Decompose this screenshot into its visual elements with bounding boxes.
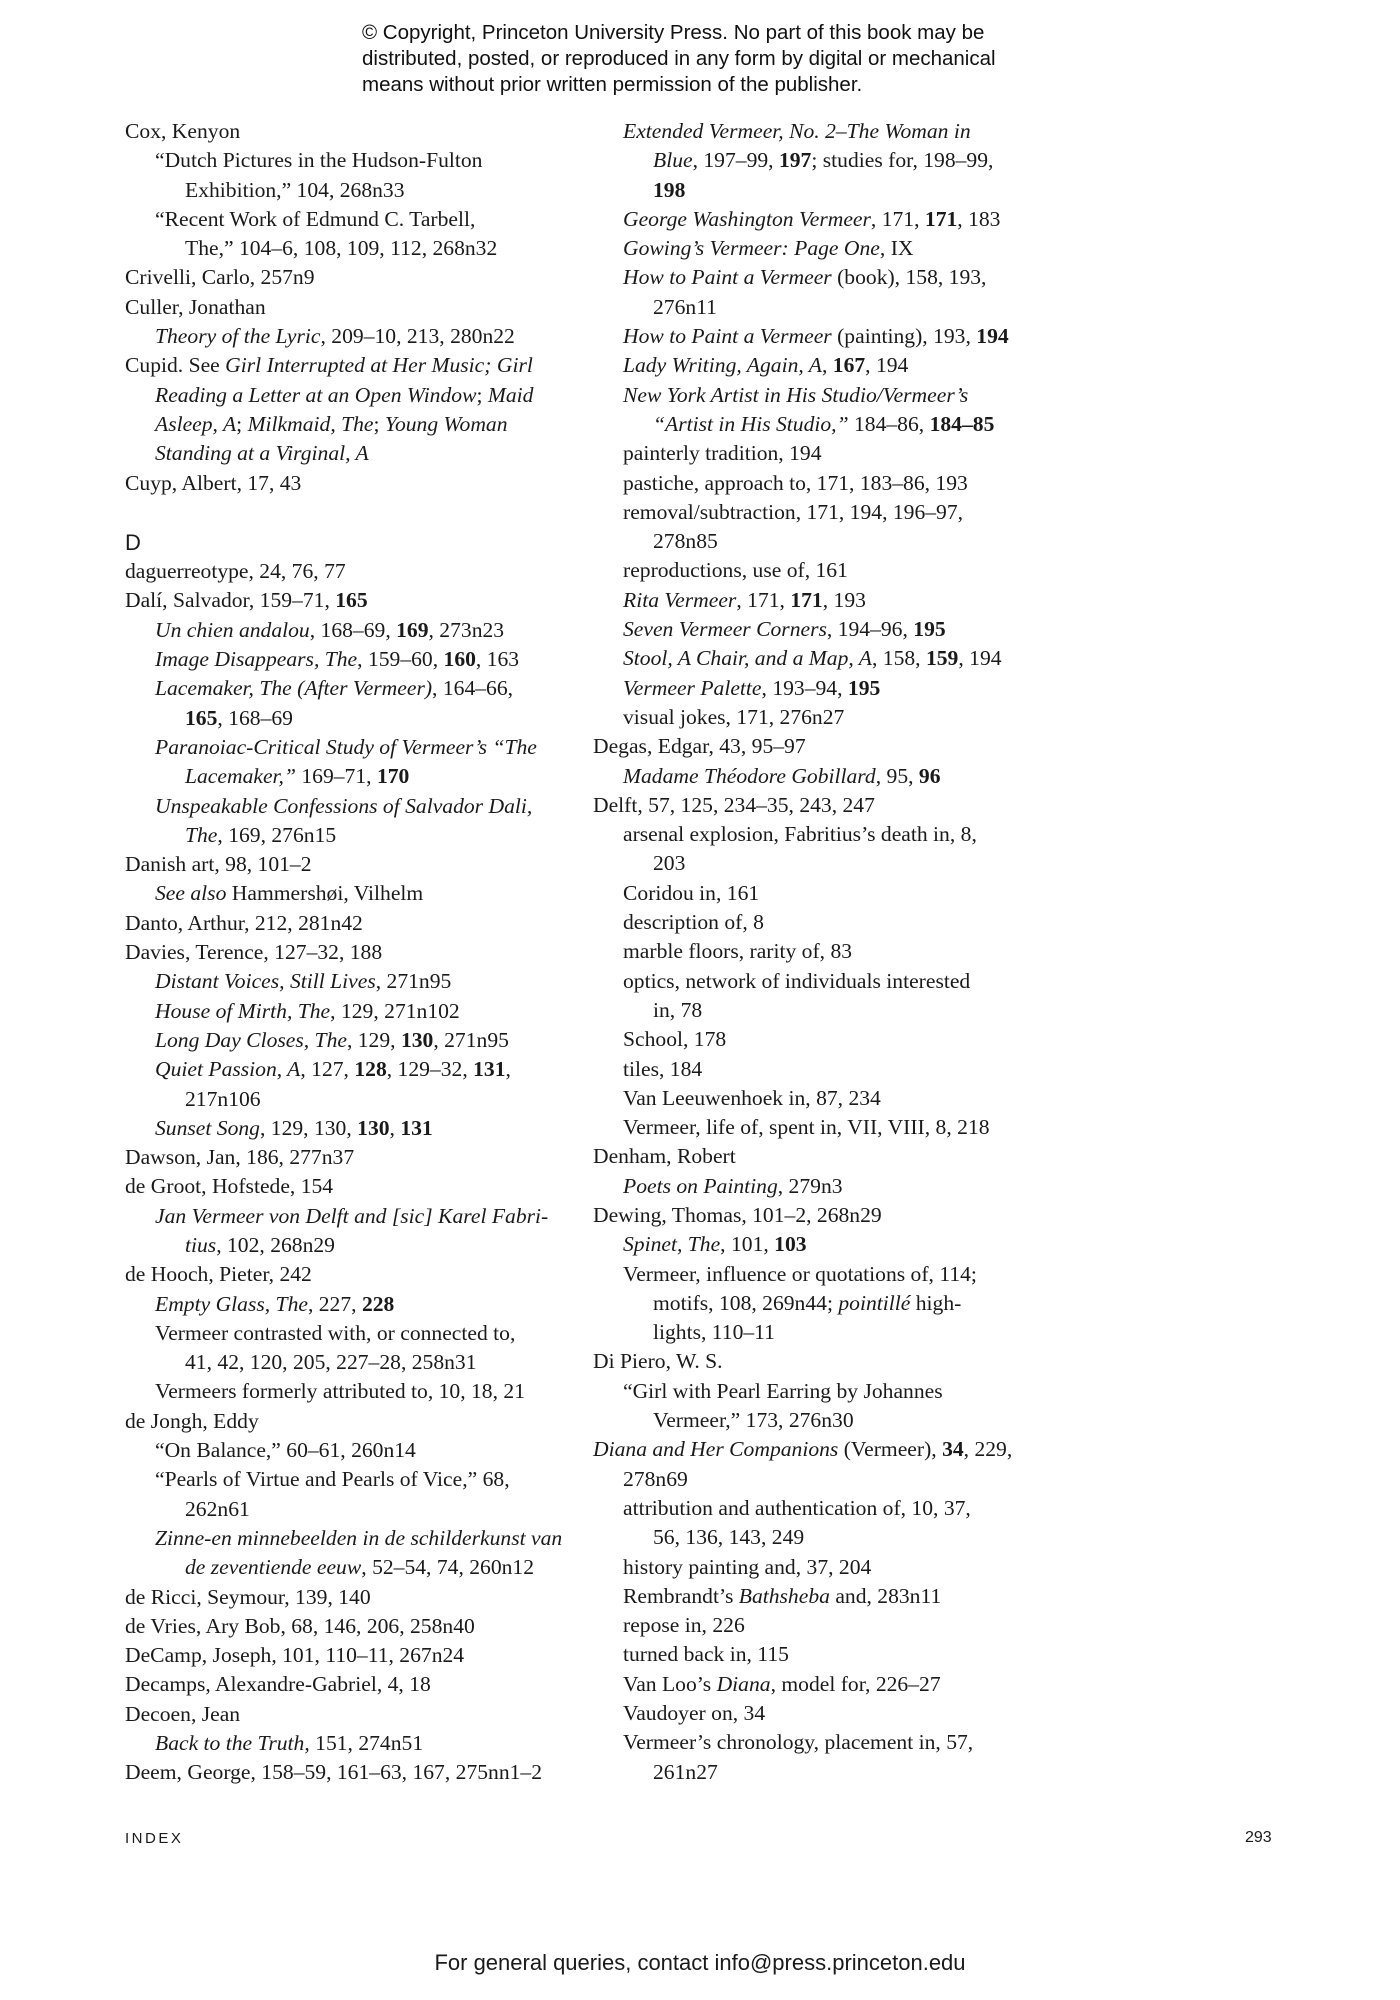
page-refs: , 169, 276n15 — [217, 822, 337, 847]
index-entry: Culler, Jonathan — [125, 294, 266, 319]
page-refs: , 164–66, — [432, 676, 514, 701]
contact-line: For general queries, contact info@press.princeton.edu — [434, 1950, 966, 1975]
index-subentry — [125, 997, 565, 1026]
bold-page-ref: 171 — [790, 587, 823, 612]
page-refs: , 271n95 — [375, 969, 452, 994]
work-title: Sunset Song — [155, 1115, 260, 1140]
index-subentry — [593, 205, 1043, 234]
index-entry: Denham, Robert — [593, 1144, 736, 1169]
work-title: Seven Vermeer Corners — [623, 617, 827, 642]
work-title: Bathsheba — [738, 1583, 830, 1608]
index-entry: de Ricci, Seymour, 139, 140 — [125, 1584, 371, 1609]
index-subentry: turned back in, 115 — [623, 1642, 789, 1667]
work-title: Long Day Closes, The — [155, 1027, 347, 1052]
work-title: tius — [185, 1232, 217, 1257]
entry-text: high- — [910, 1290, 962, 1315]
work-title: Girl Interrupted at Her Music; Girl — [225, 353, 533, 378]
index-subentry — [125, 967, 565, 996]
page-refs: , 227, — [307, 1291, 362, 1316]
index-subentry — [125, 616, 565, 645]
index-entry: de Jongh, Eddy — [125, 1408, 259, 1433]
index-subentry — [125, 879, 565, 908]
work-title: Blue — [653, 148, 693, 173]
work-title: Maid — [487, 382, 534, 407]
bold-page-ref: 198 — [653, 177, 686, 202]
index-subentry: repose in, 226 — [623, 1613, 745, 1638]
index-left-column — [125, 117, 565, 1788]
index-subentry: Van Leeuwenhoek in, 87, 234 — [623, 1085, 881, 1110]
index-subentry — [593, 644, 1043, 673]
page-refs: , 209–10, 213, 280n22 — [320, 324, 515, 349]
bold-page-ref: 130 — [400, 1027, 434, 1052]
index-continuation: 261n27 — [653, 1759, 718, 1784]
bold-page-ref: 184–85 — [929, 411, 995, 436]
page-refs: , 102, 268n29 — [216, 1232, 335, 1257]
page-refs: , 129, 271n102 — [330, 998, 460, 1023]
index-subentry — [125, 1026, 565, 1055]
index-continuation: 217n106 — [185, 1086, 261, 1111]
index-continuation — [125, 439, 565, 468]
index-entry: Di Piero, W. S. — [593, 1349, 723, 1374]
work-title: Spinet, The — [623, 1232, 721, 1257]
work-title: Image Disappears, The — [155, 647, 358, 672]
bold-page-ref: 34 — [942, 1437, 964, 1462]
bold-page-ref: 195 — [847, 675, 881, 700]
page-refs: , 129, 130, — [259, 1115, 358, 1140]
bold-page-ref: 228 — [361, 1291, 395, 1316]
index-subentry — [593, 1670, 1043, 1699]
separator: ; — [476, 382, 488, 407]
index-subentry — [125, 1202, 565, 1231]
index-subentry: optics, network of individuals interested — [623, 968, 971, 993]
index-continuation — [125, 821, 565, 850]
index-entry: Davies, Terence, 127–32, 188 — [125, 940, 383, 965]
work-title: Lacemaker,” — [185, 764, 296, 789]
work-title: Stool, A Chair, and a Map, A — [623, 646, 872, 671]
work-title: Un chien andalou — [155, 617, 310, 642]
index-subentry — [125, 674, 565, 703]
see-also-label: See also — [155, 881, 227, 906]
index-continuation: 56, 136, 143, 249 — [653, 1525, 805, 1550]
index-entry: Deem, George, 158–59, 161–63, 167, 275nn1–2 — [125, 1760, 543, 1785]
work-title: Back to the Truth — [155, 1731, 305, 1756]
copyright-line: distributed, posted, or reproduced in any form by digital or mechanical — [362, 47, 996, 70]
index-subentry: attribution and authentication of, 10, 37, — [623, 1495, 971, 1520]
work-title: Unspeakable Confessions of Salvador Dali, — [155, 793, 533, 818]
index-subentry — [125, 322, 565, 351]
section-letter: D — [125, 529, 141, 555]
page-refs: , 229, — [963, 1437, 1013, 1462]
entry-text: Van Loo’s — [623, 1671, 717, 1696]
page-refs: and, 283n11 — [829, 1583, 942, 1608]
index-continuation: 262n61 — [185, 1496, 250, 1521]
work-title: Poets on Painting — [623, 1173, 778, 1198]
page-refs: (painting), 193, — [831, 324, 977, 349]
bold-page-ref: 167 — [832, 353, 866, 378]
index-continuation — [125, 410, 565, 439]
index-entry: daguerreotype, 24, 76, 77 — [125, 559, 346, 584]
page-refs: , 127, — [300, 1057, 355, 1082]
index-subentry: School, 178 — [623, 1027, 727, 1052]
index-subentry: tiles, 184 — [623, 1056, 703, 1081]
index-subentry: arsenal explosion, Fabritius’s death in, 8, — [623, 822, 977, 847]
index-subentry — [593, 117, 1043, 146]
index-entry: Crivelli, Carlo, 257n9 — [125, 265, 315, 290]
page-refs: , 129–32, — [386, 1057, 474, 1082]
index-entry: Degas, Edgar, 43, 95–97 — [593, 734, 806, 759]
page-refs: , 159–60, — [357, 647, 444, 672]
index-subentry — [593, 762, 1043, 791]
index-subentry: “On Balance,” 60–61, 260n14 — [155, 1438, 416, 1463]
index-subentry — [125, 1524, 565, 1553]
index-subentry — [125, 1055, 565, 1084]
index-right-column — [593, 117, 1043, 1787]
page-refs: , 168–69 — [217, 705, 293, 730]
page-refs: , 163 — [475, 647, 520, 672]
index-subentry — [593, 322, 1043, 351]
page-refs: , — [389, 1115, 401, 1140]
section-gap — [125, 498, 565, 527]
index-entry: de Groot, Hofstede, 154 — [125, 1174, 334, 1199]
index-entry: Danto, Arthur, 212, 281n42 — [125, 910, 363, 935]
separator: ; — [373, 411, 385, 436]
index-subentry: “Dutch Pictures in the Hudson-Fulton — [155, 148, 483, 173]
index-subentry — [593, 381, 1043, 410]
work-title: Theory of the Lyric — [155, 324, 321, 349]
copyright-notice — [362, 20, 1082, 98]
page-refs: , 52–54, 74, 260n12 — [361, 1555, 535, 1580]
page-refs: , 279n3 — [777, 1173, 843, 1198]
work-title: Lacemaker, The (After Vermeer) — [155, 676, 433, 701]
index-continuation: The,” 104–6, 108, 109, 112, 268n32 — [185, 236, 498, 261]
bold-page-ref: 128 — [354, 1057, 387, 1082]
index-continuation — [593, 410, 1043, 439]
bold-page-ref: 170 — [376, 764, 410, 789]
work-title: Distant Voices, Still Lives — [155, 969, 376, 994]
page-refs: 169–71, — [295, 764, 377, 789]
page-refs: motifs, 108, 269n44; — [653, 1290, 839, 1315]
index-continuation — [125, 381, 565, 410]
index-continuation — [593, 146, 1043, 175]
copyright-line: means without prior written permission of the publisher. — [362, 73, 863, 96]
page-refs: (book), 158, 193, — [831, 265, 987, 290]
index-entry: Danish art, 98, 101–2 — [125, 852, 312, 877]
bold-page-ref: 103 — [774, 1232, 807, 1257]
index-subentry — [593, 1582, 1043, 1611]
work-title: The — [185, 822, 218, 847]
index-subentry: “Recent Work of Edmund C. Tarbell, — [155, 206, 476, 231]
bold-page-ref: 195 — [913, 617, 946, 642]
index-entry: Decoen, Jean — [125, 1701, 241, 1726]
index-continuation — [125, 1553, 565, 1582]
page-refs: , 193–94, — [761, 675, 848, 700]
index-continuation — [593, 1289, 1043, 1318]
index-continuation: 276n11 — [653, 294, 717, 319]
work-title: George Washington Vermeer — [623, 206, 871, 231]
work-title: Vermeer Palette — [623, 675, 762, 700]
index-entry: Dawson, Jan, 186, 277n37 — [125, 1145, 355, 1170]
index-entry: Dewing, Thomas, 101–2, 268n29 — [593, 1202, 882, 1227]
work-title: de zeventiende eeuw — [185, 1555, 362, 1580]
index-entry — [593, 1435, 1043, 1464]
entry-text: Cupid. See — [125, 353, 226, 378]
index-subentry: Vaudoyer on, 34 — [623, 1701, 766, 1726]
index-subentry — [593, 263, 1043, 292]
index-entry: Cuyp, Albert, 17, 43 — [125, 470, 302, 495]
index-entry: Cox, Kenyon — [125, 119, 241, 143]
index-subentry: Vermeer, life of, spent in, VII, VIII, 8, 218 — [623, 1115, 990, 1140]
bold-page-ref: 130 — [357, 1115, 390, 1140]
index-subentry: description of, 8 — [623, 910, 764, 935]
page-number: 293 — [1245, 1829, 1272, 1846]
page-refs: , 194 — [958, 646, 1002, 671]
work-title: Rita Vermeer — [623, 587, 737, 612]
page-refs: , model for, 226–27 — [770, 1671, 941, 1696]
index-continuation — [125, 762, 565, 791]
work-title: Jan Vermeer von Delft and [sic] Karel Fabri- — [155, 1203, 549, 1228]
index-continuation: 278n85 — [653, 529, 718, 554]
index-subentry: “Pearls of Virtue and Pearls of Vice,” 68, — [155, 1467, 510, 1492]
index-entry — [125, 351, 565, 380]
page-refs: , IX — [879, 236, 914, 261]
index-continuation: Exhibition,” 104, 268n33 — [185, 177, 405, 202]
index-continuation: lights, 110–11 — [653, 1320, 775, 1345]
work-title: How to Paint a Vermeer — [623, 265, 832, 290]
work-title: How to Paint a Vermeer — [623, 324, 832, 349]
page-refs: , 95, — [875, 763, 919, 788]
bold-page-ref: 160 — [443, 647, 476, 672]
bold-page-ref: 165 — [185, 705, 218, 730]
page-refs: , 168–69, — [309, 617, 397, 642]
italic-term: pointillé — [838, 1290, 911, 1315]
page-refs: , 193 — [822, 587, 866, 612]
work-title: House of Mirth, The — [155, 998, 331, 1023]
index-subentry: Vermeer, influence or quotations of, 114; — [623, 1261, 977, 1286]
entry-text: Rembrandt’s — [623, 1583, 739, 1608]
index-subentry: marble floors, rarity of, 83 — [623, 939, 853, 964]
bold-page-ref: 197 — [778, 148, 812, 173]
index-continuation — [125, 1231, 565, 1260]
page-refs: , 194 — [865, 353, 909, 378]
index-entry: DeCamp, Joseph, 101, 110–11, 267n24 — [125, 1643, 465, 1668]
entry-text: Dalí, Salvador, 159–71, — [125, 588, 336, 613]
index-subentry: history painting and, 37, 204 — [623, 1554, 872, 1579]
work-title: Young Woman — [384, 411, 508, 436]
separator: ; — [236, 411, 248, 436]
work-title: Lady Writing, Again, A — [623, 353, 822, 378]
bold-page-ref: 131 — [473, 1057, 506, 1082]
bold-page-ref: 171 — [924, 206, 958, 231]
page-refs: , 273n23 — [428, 617, 505, 642]
work-title: Paranoiac-Critical Study of Vermeer’s “The — [155, 734, 537, 759]
page-refs: 184–86, — [848, 411, 930, 436]
index-continuation: 41, 42, 120, 205, 227–28, 258n31 — [185, 1350, 477, 1375]
page-refs: , 151, 274n51 — [304, 1731, 424, 1756]
page-refs: , 194–96, — [826, 617, 914, 642]
running-footer-section: INDEX — [125, 1830, 184, 1847]
index-subentry — [593, 234, 1043, 263]
index-subentry — [125, 1114, 565, 1143]
bold-page-ref: 169 — [396, 617, 429, 642]
index-subentry: pastiche, approach to, 171, 183–86, 193 — [623, 470, 968, 495]
work-title: Asleep, A — [155, 411, 237, 436]
index-subentry: Vermeer contrasted with, or connected to, — [155, 1320, 516, 1345]
work-title: Reading a Letter at an Open Window — [155, 382, 477, 407]
index-subentry: painterly tradition, 194 — [623, 441, 822, 466]
page-refs: , 171, — [870, 206, 925, 231]
work-title: Extended Vermeer, No. 2–The Woman in — [623, 119, 971, 143]
index-entry: de Vries, Ary Bob, 68, 146, 206, 258n40 — [125, 1613, 475, 1638]
index-continuation: 203 — [653, 851, 686, 876]
index-subentry — [125, 1290, 565, 1319]
bold-page-ref: 165 — [335, 588, 368, 613]
page-refs: , 129, — [346, 1027, 401, 1052]
bold-page-ref: 194 — [976, 324, 1009, 349]
index-subentry: visual jokes, 171, 276n27 — [623, 704, 845, 729]
page-refs: , 171, — [736, 587, 791, 612]
index-subentry — [125, 792, 565, 821]
index-subentry — [593, 351, 1043, 380]
work-title: Madame Théodore Gobillard — [623, 763, 876, 788]
bold-page-ref: 96 — [918, 763, 941, 788]
work-title: New York Artist in His Studio/Vermeer’s — [623, 382, 969, 407]
index-continuation: in, 78 — [653, 997, 703, 1022]
bold-page-ref: 131 — [400, 1115, 433, 1140]
index-subentry — [593, 586, 1043, 615]
index-subentry — [593, 1230, 1043, 1259]
index-entry — [125, 586, 565, 615]
page-refs: , 197–99, — [692, 148, 779, 173]
bold-page-ref: 159 — [925, 646, 959, 671]
page-refs: , — [505, 1057, 511, 1082]
copyright-line: © Copyright, Princeton University Press. No part of this book may be — [362, 21, 985, 44]
page-refs: , 101, — [720, 1232, 775, 1257]
index-subentry — [125, 1729, 565, 1758]
index-subentry — [593, 615, 1043, 644]
index-subentry: removal/subtraction, 171, 194, 196–97, — [623, 499, 964, 524]
index-subentry: reproductions, use of, 161 — [623, 558, 848, 583]
cross-reference: Hammershøi, Vilhelm — [226, 881, 424, 906]
index-subentry: Vermeer’s chronology, placement in, 57, — [623, 1730, 974, 1755]
work-title: Diana and Her Companions — [593, 1437, 839, 1462]
index-subentry — [125, 645, 565, 674]
work-title: Empty Glass, The — [155, 1291, 308, 1316]
work-title: Diana — [716, 1671, 771, 1696]
index-subentry: Vermeers formerly attributed to, 10, 18, 21 — [155, 1379, 525, 1404]
index-continuation: Vermeer,” 173, 276n30 — [653, 1408, 854, 1433]
index-subentry — [593, 1172, 1043, 1201]
index-continuation — [593, 176, 1043, 205]
page-refs: , — [821, 353, 833, 378]
work-title: Gowing’s Vermeer: Page One — [623, 236, 880, 261]
work-title: “Artist in His Studio,” — [653, 411, 849, 436]
index-entry: de Hooch, Pieter, 242 — [125, 1262, 312, 1287]
index-continuation: 278n69 — [623, 1466, 688, 1491]
index-subentry: Coridou in, 161 — [623, 880, 760, 905]
work-title: Standing at a Virginal, A — [155, 441, 369, 466]
index-continuation — [125, 704, 565, 733]
page-refs: , 271n95 — [433, 1027, 509, 1052]
index-subentry — [125, 733, 565, 762]
work-title: Quiet Passion, A — [155, 1057, 301, 1082]
page-refs: ; studies for, 198–99, — [811, 148, 994, 173]
page-refs: (Vermeer), — [838, 1437, 943, 1462]
index-entry: Decamps, Alexandre-Gabriel, 4, 18 — [125, 1672, 431, 1697]
page-refs: , 158, — [871, 646, 926, 671]
index-subentry — [593, 674, 1043, 703]
work-title: Zinne-en minnebeelden in de schilderkunst van — [155, 1525, 563, 1550]
work-title: Milkmaid, The — [247, 411, 374, 436]
page-refs: , 183 — [957, 206, 1001, 231]
index-entry: Delft, 57, 125, 234–35, 243, 247 — [593, 792, 875, 817]
index-subentry: “Girl with Pearl Earring by Johannes — [623, 1378, 943, 1403]
